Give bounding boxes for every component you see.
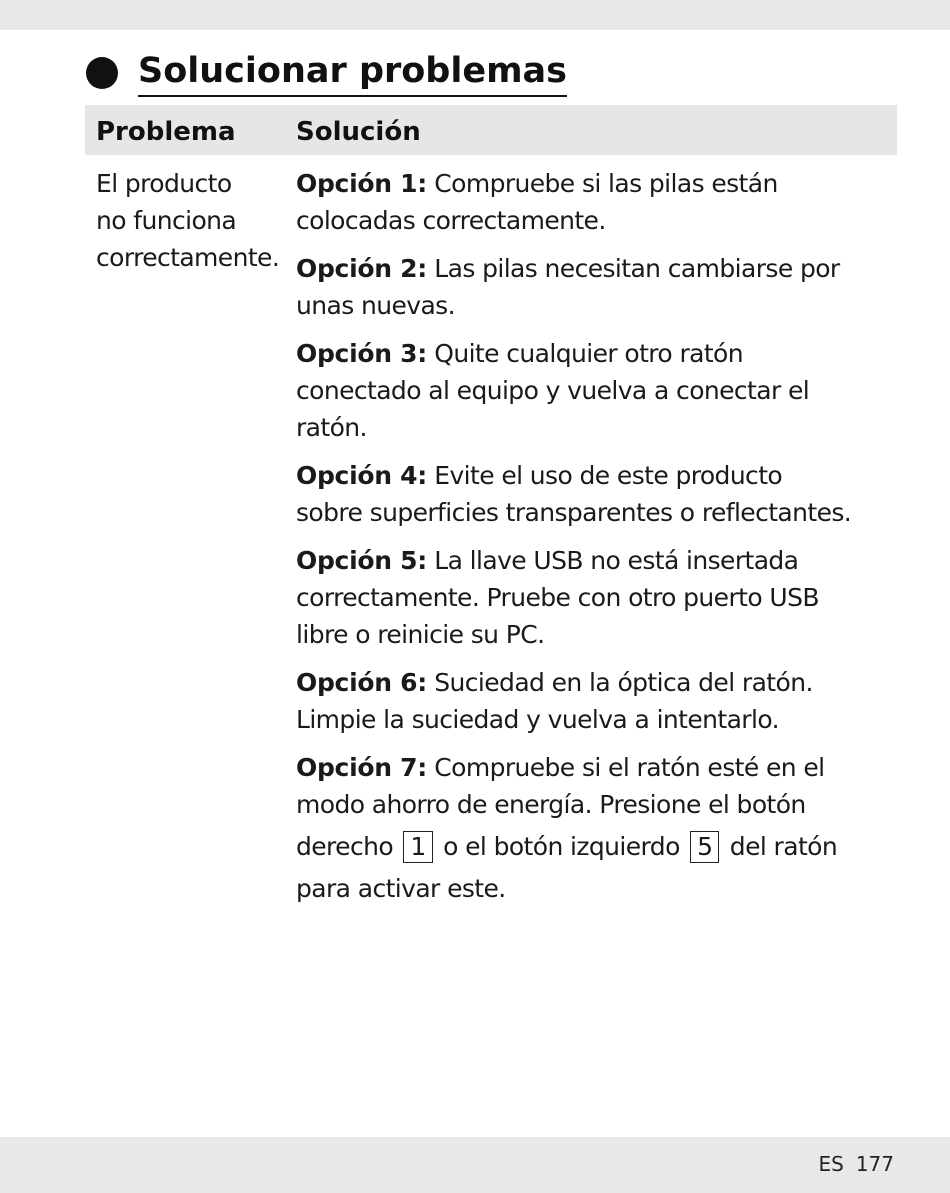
problem-cell [96, 165, 292, 276]
option-text: del ratón [729, 832, 838, 861]
option-text: Quite cualquier otro ratón [434, 339, 743, 368]
option-text: Suciedad en la óptica del ratón. [434, 668, 813, 697]
left-button-reference: 5 [690, 831, 719, 863]
option-label: Opción 1: [296, 169, 427, 198]
option-text: ratón. [296, 413, 367, 442]
option-3 [296, 335, 896, 446]
option-label: Opción 6: [296, 668, 427, 697]
option-text: conectado al equipo y vuelva a conectar el [296, 376, 810, 405]
bullet-icon [86, 57, 118, 89]
option-text: sobre superficies transparentes o reflectantes. [296, 498, 852, 527]
solution-column-header: Solución [296, 117, 421, 147]
option-6 [296, 664, 896, 738]
option-2 [296, 250, 896, 324]
right-button-reference: 1 [403, 831, 432, 863]
option-text: unas nuevas. [296, 291, 455, 320]
table-header [85, 105, 897, 155]
option-label: Opción 5: [296, 546, 427, 575]
option-ref-line [296, 823, 896, 870]
option-label: Opción 2: [296, 254, 427, 283]
language-code: ES [818, 1152, 844, 1176]
problem-line: correctamente. [96, 243, 280, 272]
option-label: Opción 4: [296, 461, 427, 490]
option-7 [296, 749, 896, 907]
option-label: Opción 3: [296, 339, 427, 368]
option-label: Opción 7: [296, 753, 427, 782]
page-footer [818, 1151, 894, 1177]
option-text: colocadas correctamente. [296, 206, 606, 235]
section-heading [86, 48, 567, 97]
solution-cell [296, 165, 896, 918]
option-text: Limpie la suciedad y vuelva a intentarlo. [296, 705, 779, 734]
page-number: 177 [855, 1152, 894, 1176]
option-text: modo ahorro de energía. Presione el botón [296, 790, 806, 819]
option-text: Compruebe si las pilas están [434, 169, 778, 198]
option-1 [296, 165, 896, 239]
problem-column-header: Problema [96, 117, 236, 147]
header-band [0, 0, 950, 30]
option-text: para activar este. [296, 874, 506, 903]
problem-line: no funciona [96, 206, 237, 235]
option-text: Las pilas necesitan cambiarse por [434, 254, 840, 283]
option-text: correctamente. Pruebe con otro puerto USB [296, 583, 819, 612]
footer-band [0, 1137, 950, 1193]
problem-line: El producto [96, 169, 232, 198]
option-5 [296, 542, 896, 653]
option-text: derecho [296, 832, 394, 861]
option-text: libre o reinicie su PC. [296, 620, 545, 649]
option-text: Compruebe si el ratón esté en el [434, 753, 825, 782]
option-text: o el botón izquierdo [443, 832, 680, 861]
option-text: La llave USB no está insertada [434, 546, 799, 575]
page-title: Solucionar problemas [138, 48, 567, 97]
option-text: Evite el uso de este producto [434, 461, 783, 490]
option-4 [296, 457, 896, 531]
